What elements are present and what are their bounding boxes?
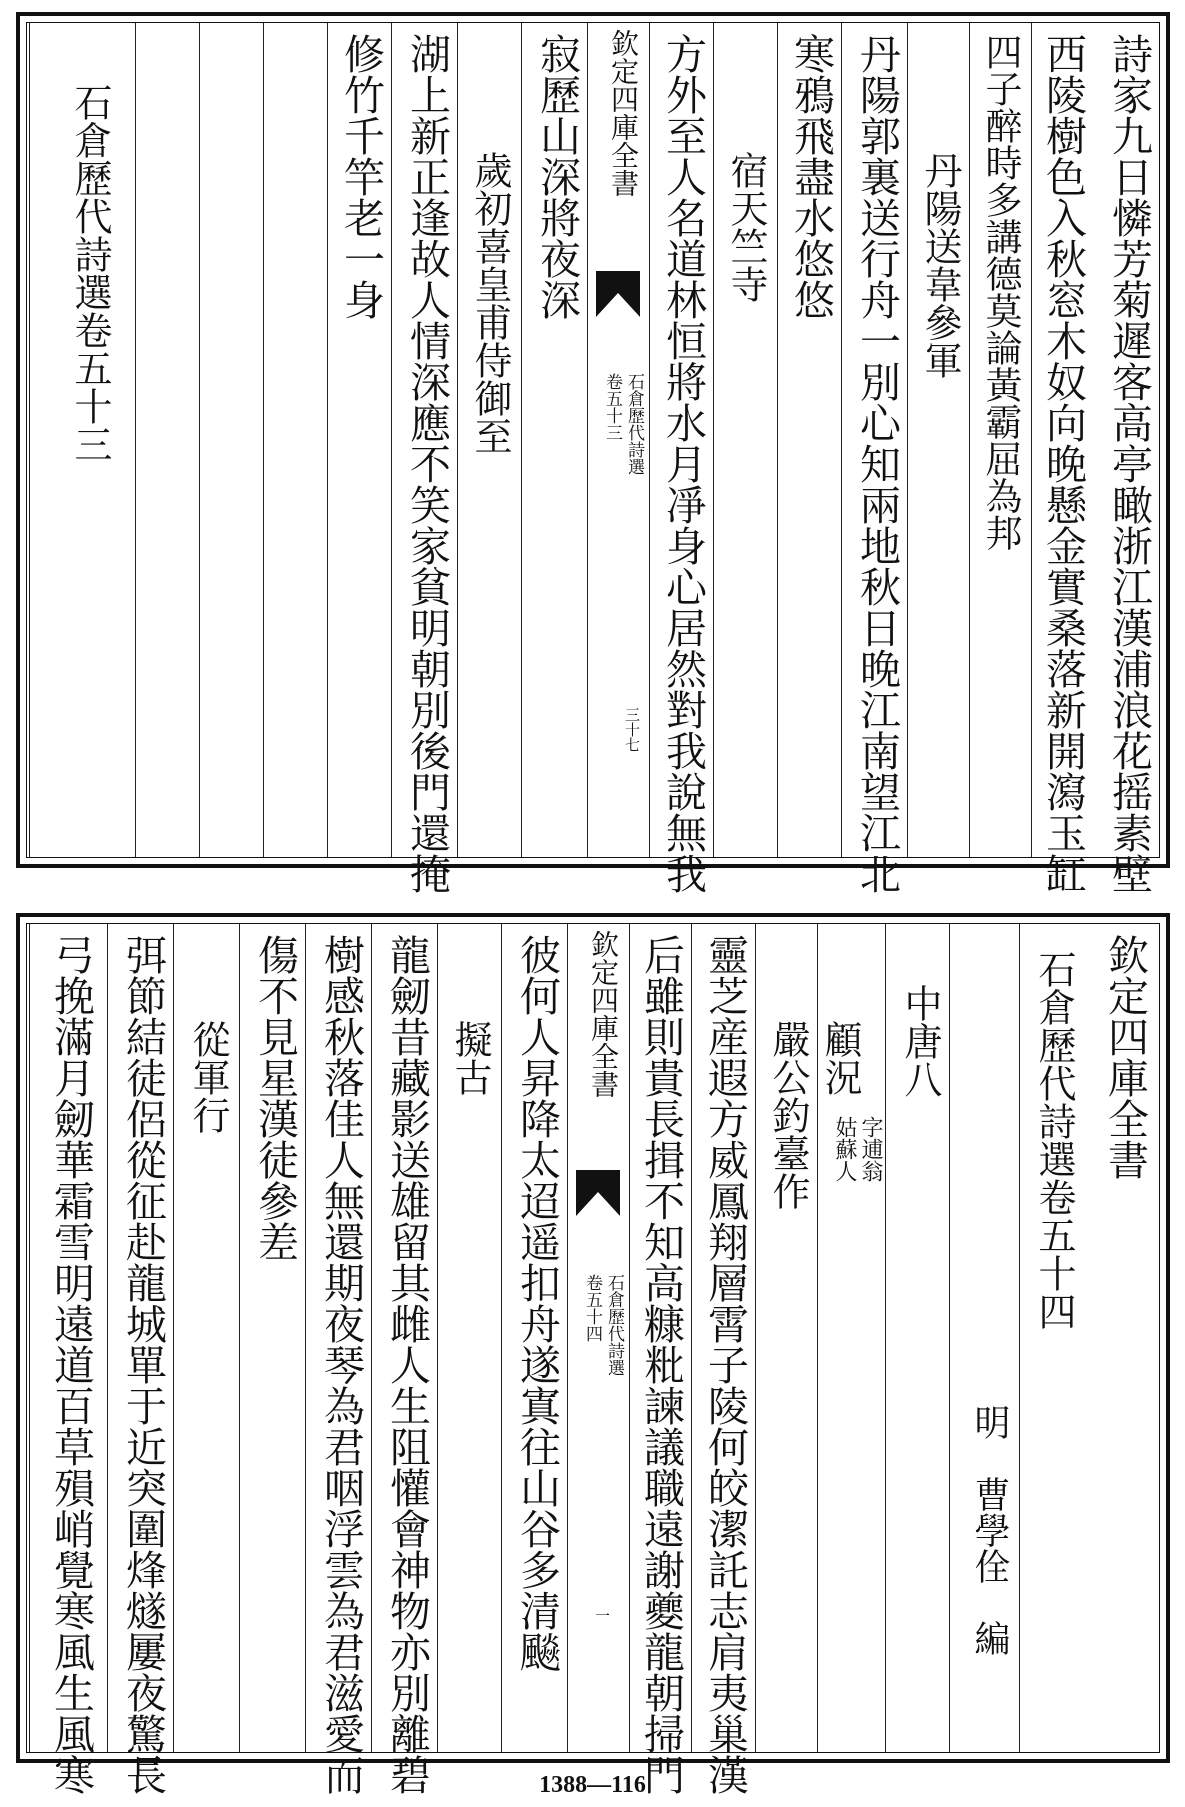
text-column <box>371 924 437 1795</box>
text-column <box>29 924 107 1795</box>
text-column <box>391 23 457 894</box>
text-column <box>629 924 691 1795</box>
text-column <box>777 23 841 857</box>
text-column <box>1093 23 1159 894</box>
author-note: 字逋翁 <box>858 1116 883 1182</box>
center-volume: 卷五十三 <box>602 373 622 441</box>
verse-line: 方外至人名道林恒將水月凈身心居然對我說無我 <box>659 33 707 894</box>
center-heading: 欽定四庫全書 <box>587 930 620 1098</box>
text-column <box>649 23 713 894</box>
text-column <box>1031 23 1093 894</box>
text-column <box>691 924 755 1795</box>
text-column <box>173 924 239 1752</box>
center-book-title: 石倉歷代詩選 <box>604 1274 624 1376</box>
verse-line: 彼何人昇降太迢遥扣舟遂寘往山谷多清飈 <box>513 934 561 1672</box>
poem-title: 歲初喜皇甫侍御至 <box>468 151 512 455</box>
text-column <box>907 23 969 857</box>
verse-line: 修竹千竿老一身 <box>337 33 385 320</box>
verse-line: 傷不見星漢徒參差 <box>251 934 299 1262</box>
verse-line: 弭節結徒侶從征赴龍城單于近突圍烽燧屢夜驚長 <box>119 934 167 1795</box>
verse-line: 靈芝産遐方威鳳翔層霄子陵何皎潔託志肩夷巢漢 <box>701 934 749 1795</box>
page-number: 1388—116 <box>539 1772 646 1798</box>
center-volume: 卷五十四 <box>582 1274 602 1342</box>
verse-line: 弓挽滿月劒華霜雪明遠道百草殞峭覺寒風生風寒 <box>47 934 95 1795</box>
verse-line: 四子醉時多講德莫論黃霸屈為邦 <box>979 33 1022 551</box>
fishtail-mark <box>596 271 640 317</box>
text-column <box>501 924 567 1752</box>
text-column <box>199 23 263 857</box>
poem-title: 從軍行 <box>186 1020 230 1134</box>
verse-line: 龍劒昔藏影送雄留其雌人生阻懽會神物亦別離碧 <box>383 934 431 1795</box>
section-heading: 中唐八 <box>898 984 942 1098</box>
center-fold-column <box>567 924 629 1752</box>
center-heading: 欽定四庫全書 <box>607 29 640 197</box>
text-column <box>885 924 949 1752</box>
text-column <box>107 924 173 1795</box>
text-column <box>817 924 885 1752</box>
verse-line: 西陵樹色入秋窓木奴向晚懸金實桑落新開瀉玉缸 <box>1039 33 1087 894</box>
center-fold-column <box>587 23 649 857</box>
text-column <box>969 23 1031 857</box>
text-column <box>755 924 817 1752</box>
verse-line: 湖上新正逢故人情深應不笑家貧明朝別後門還掩 <box>403 33 451 894</box>
author-name: 顧況 <box>818 1020 862 1096</box>
text-column <box>327 23 391 857</box>
text-column <box>1019 924 1083 1752</box>
poem-title: 宿天竺寺 <box>724 151 768 303</box>
text-column <box>135 23 199 857</box>
center-leaf-number: 三十七 <box>623 707 641 752</box>
text-column <box>521 23 587 857</box>
text-column <box>263 23 327 857</box>
text-column <box>437 924 501 1752</box>
text-column <box>29 23 135 857</box>
verse-line: 丹陽郭裏送行舟一別心知兩地秋日晚江南望江北 <box>853 33 901 894</box>
poem-title: 丹陽送韋參軍 <box>918 151 962 379</box>
text-column <box>949 924 1019 1752</box>
verse-line: 詩家九日憐芳菊遲客高亭瞰浙江漢浦浪花摇素壁 <box>1105 33 1153 894</box>
text-column <box>457 23 521 857</box>
text-column <box>713 23 777 857</box>
author-note: 姑蘇人 <box>832 1116 857 1182</box>
text-column <box>239 924 305 1752</box>
verse-line: 寒鴉飛盡水悠悠 <box>787 33 835 320</box>
compiler-line: 明 曹學佺 編 <box>969 1404 1010 1656</box>
top-page-frame <box>16 12 1170 894</box>
fishtail-mark <box>576 1170 620 1216</box>
text-column <box>1083 924 1159 1752</box>
center-book-title: 石倉歷代詩選 <box>624 373 644 475</box>
verse-line: 后雖則貴長揖不知高糠粃諫議職遠謝夔龍朝掃門 <box>637 934 685 1795</box>
poem-title: 嚴公釣臺作 <box>766 1020 810 1210</box>
verse-line: 樹感秋落佳人無還期夜琴為君咽浮雲為君滋愛而 <box>317 934 365 1795</box>
volume-title: 石倉歷代詩選卷五十四 <box>1032 950 1076 1330</box>
top-page-inner-frame <box>26 22 1160 894</box>
verse-line: 寂歷山深將夜深 <box>533 33 581 320</box>
collection-title: 欽定四庫全書 <box>1101 934 1149 1180</box>
text-column <box>305 924 371 1795</box>
center-leaf-number: 一 <box>593 1608 611 1623</box>
poem-title: 擬古 <box>448 1020 492 1096</box>
volume-end-title: 石倉歷代詩選卷五十三 <box>68 83 112 463</box>
text-column <box>841 23 907 894</box>
